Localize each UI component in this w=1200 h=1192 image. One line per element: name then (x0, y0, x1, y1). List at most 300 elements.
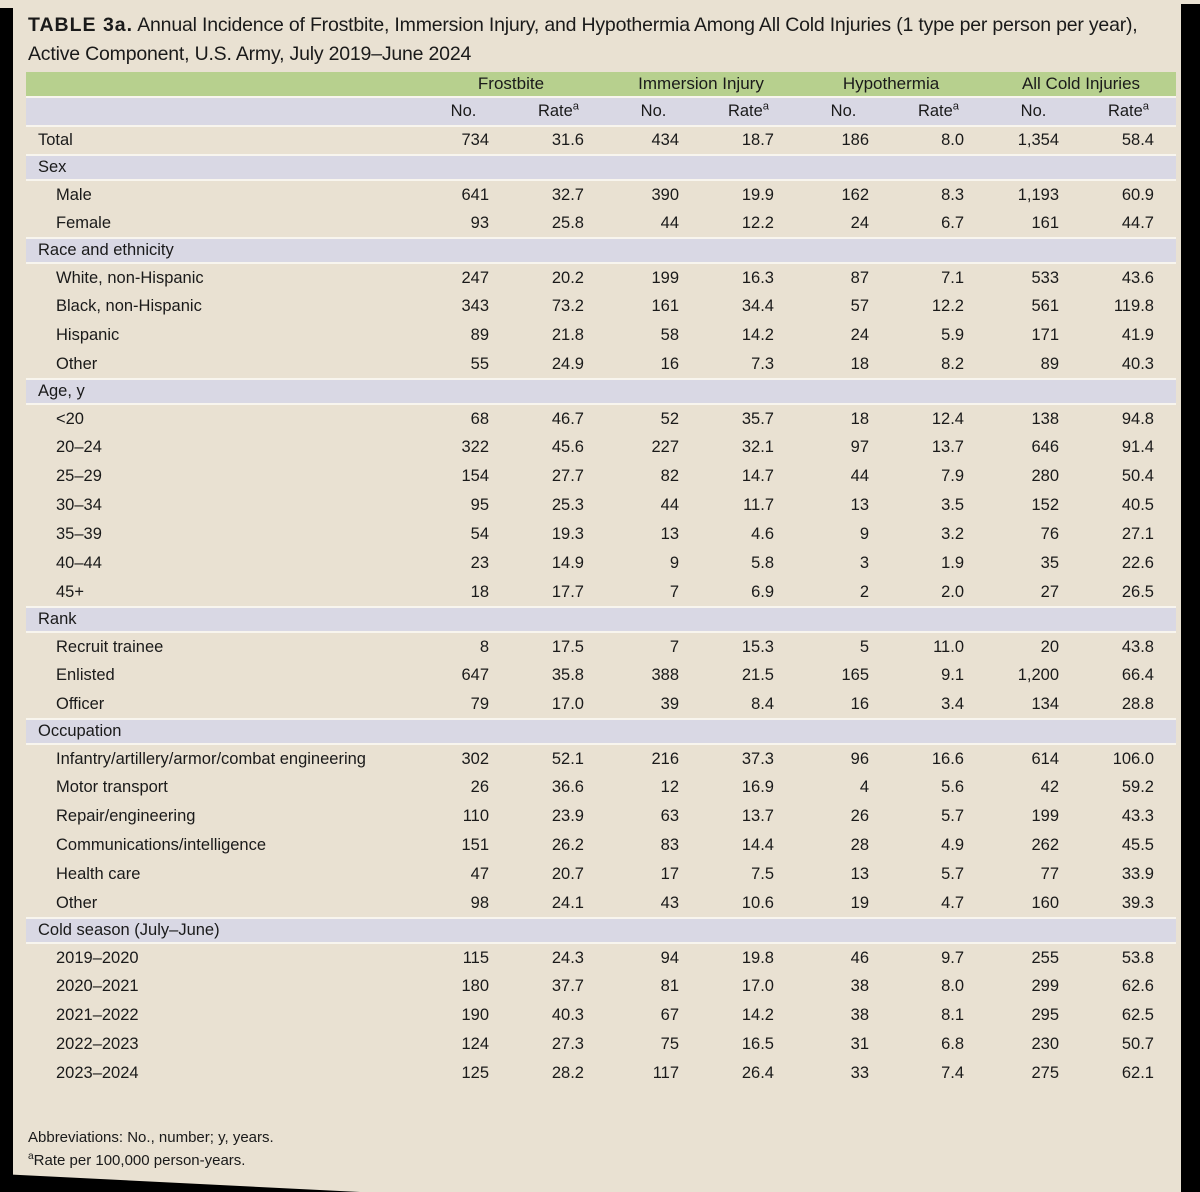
data-row (26, 690, 1176, 719)
cell-value: 3 (859, 554, 869, 572)
col-header-no: No. (796, 97, 891, 126)
cell-value: 91.4 (1121, 438, 1154, 456)
cell-value: 19 (850, 893, 869, 912)
cell-value: 17 (660, 865, 679, 883)
section-row (26, 719, 1176, 744)
cell-value: 26.2 (551, 836, 584, 854)
data-row (26, 292, 1176, 321)
sub-header-row (26, 97, 1176, 126)
col-header-rate: Rate$^a$ (1081, 97, 1176, 126)
cell-value: 14.2 (741, 1006, 774, 1024)
cell-value: 26.4 (741, 1064, 774, 1082)
abbreviations-note: Abbreviations: No., number; y, years. (28, 1129, 274, 1146)
cell-value: 17.7 (551, 582, 584, 601)
rate-footnote-marker: a (952, 100, 960, 113)
cell-value: 3.2 (941, 525, 964, 543)
cell-value: 50.7 (1121, 1035, 1154, 1053)
data-row (26, 180, 1176, 209)
cell-value: 255 (1031, 948, 1059, 967)
row-label: 40–44 (56, 554, 102, 572)
cell-value: 115 (462, 948, 489, 967)
col-header-rate: Rate$^a$ (891, 97, 986, 126)
cell-value: 43.8 (1121, 637, 1154, 656)
cell-value: 18 (470, 582, 489, 601)
cell-value: 13 (660, 525, 679, 543)
section-row (26, 238, 1176, 263)
row-label: 2019–2020 (56, 948, 139, 967)
cell-value: 8.0 (941, 977, 964, 995)
cell-value: 1,354 (1017, 131, 1059, 149)
cell-value: 8.2 (941, 354, 964, 373)
section-row (26, 379, 1176, 404)
section-row (26, 607, 1176, 632)
cell-value: 125 (461, 1064, 489, 1082)
row-label: 2023–2024 (56, 1064, 139, 1082)
col-group-hypothermia: Hypothermia (796, 72, 986, 97)
row-label: 35–39 (56, 525, 102, 543)
cell-value: 32.1 (741, 438, 774, 456)
cell-value: 388 (651, 666, 679, 684)
cell-value: 24.9 (551, 354, 584, 373)
cell-value: 44 (660, 496, 679, 514)
data-row (26, 831, 1176, 860)
col-header-rate: Rate$^a$ (511, 97, 606, 126)
cell-value: 9.7 (941, 948, 964, 967)
cell-value: 11.7 (743, 496, 774, 514)
cell-value: 63 (660, 807, 679, 825)
incidence-table (26, 72, 1176, 1088)
data-row (26, 126, 1176, 155)
cell-value: 1,200 (1017, 666, 1059, 684)
cell-value: 280 (1031, 467, 1059, 485)
footnotes (28, 1126, 274, 1172)
cell-value: 302 (461, 749, 489, 768)
cell-value: 7.3 (751, 354, 774, 373)
cell-value: 119.8 (1113, 297, 1154, 315)
cell-value: 33.9 (1121, 865, 1154, 883)
cell-value: 14.4 (741, 836, 774, 854)
data-row (26, 860, 1176, 889)
cell-value: 2.0 (941, 582, 964, 601)
cell-value: 7.5 (751, 865, 774, 883)
cell-value: 18.7 (741, 131, 774, 149)
col-group-frostbite: Frostbite (416, 72, 606, 97)
data-row (26, 802, 1176, 831)
table-title-line2 (28, 40, 1178, 69)
cell-value: 40.3 (1121, 354, 1154, 373)
cell-value: 21.5 (741, 666, 774, 684)
cell-value: 36.6 (551, 778, 584, 796)
cell-value: 7.4 (941, 1064, 964, 1082)
cell-value: 7.1 (941, 268, 964, 287)
data-row (26, 462, 1176, 491)
section-label: Race and ethnicity (26, 238, 1176, 263)
cell-value: 66.4 (1121, 666, 1154, 684)
cell-value: 24 (850, 326, 869, 344)
table-body (26, 126, 1176, 1088)
cell-value: 5.8 (751, 554, 774, 572)
cell-value: 31 (850, 1035, 869, 1053)
cell-value: 50.4 (1121, 467, 1154, 485)
cell-value: 40.3 (551, 1006, 584, 1024)
cell-value: 16.5 (741, 1035, 774, 1053)
cell-value: 10.6 (741, 893, 774, 912)
cell-value: 7 (669, 582, 679, 601)
data-row (26, 549, 1176, 578)
cell-value: 12.2 (741, 213, 774, 232)
scan-edge-right (1181, 4, 1200, 1192)
cell-value: 42 (1040, 778, 1059, 796)
cell-value: 28.2 (551, 1064, 584, 1082)
cell-value: 81 (660, 977, 679, 995)
cell-value: 82 (660, 467, 679, 485)
cell-value: 62.1 (1121, 1064, 1154, 1082)
cell-value: 6.9 (751, 582, 774, 601)
cell-value: 68 (470, 409, 489, 428)
section-label: Rank (26, 607, 1176, 632)
cell-value: 9.1 (941, 666, 964, 684)
table-title-text1: Annual Incidence of Frostbite, Immersion Injury, and Hypothermia Among All Cold Injuries (1 type per person per year), (137, 14, 1138, 36)
cell-value: 3.4 (941, 694, 964, 713)
cell-value: 77 (1040, 865, 1059, 883)
row-label: 25–29 (56, 467, 102, 485)
cell-value: 162 (841, 185, 869, 204)
row-label: Hispanic (56, 326, 120, 344)
cell-value: 533 (1031, 268, 1059, 287)
row-label: Motor transport (56, 778, 168, 796)
cell-value: 14.2 (741, 326, 774, 344)
cell-value: 38 (850, 977, 869, 995)
cell-value: 18 (850, 354, 869, 373)
row-label: Infantry/artillery/armor/combat engineering (56, 749, 366, 768)
row-label: Male (56, 185, 92, 204)
data-row (26, 889, 1176, 918)
cell-value: 322 (461, 438, 489, 456)
cell-value: 20.7 (551, 865, 584, 883)
row-label: Communications/intelligence (56, 836, 267, 854)
cell-value: 55 (470, 354, 489, 373)
cell-value: 94 (660, 948, 679, 967)
section-row (26, 155, 1176, 180)
data-row (26, 1001, 1176, 1030)
data-row (26, 972, 1176, 1001)
cell-value: 43.3 (1121, 807, 1154, 825)
cell-value: 138 (1031, 409, 1059, 428)
cell-value: 12.2 (931, 297, 964, 315)
cell-value: 45.5 (1121, 836, 1154, 854)
data-row (26, 1030, 1176, 1059)
row-label: Other (56, 354, 98, 373)
cell-value: 28 (850, 836, 869, 854)
cell-value: 26 (470, 778, 489, 796)
cell-value: 93 (470, 213, 489, 232)
row-label: Repair/engineering (56, 807, 196, 825)
cell-value: 12.4 (931, 409, 964, 428)
cell-value: 24.3 (551, 948, 584, 967)
data-row (26, 520, 1176, 549)
cell-value: 22.6 (1121, 554, 1154, 572)
scan-edge-left (0, 8, 13, 1192)
cell-value: 21.8 (551, 326, 584, 344)
data-row (26, 321, 1176, 350)
cell-value: 44 (660, 213, 679, 232)
row-label: Enlisted (56, 666, 115, 684)
cell-value: 5.7 (941, 865, 964, 883)
cell-value: 23 (470, 554, 489, 572)
data-row (26, 209, 1176, 238)
cell-value: 27.3 (551, 1035, 584, 1053)
cell-value: 160 (1031, 893, 1059, 912)
cell-value: 89 (1040, 354, 1059, 373)
cell-value: 14.7 (741, 467, 774, 485)
section-label: Cold season (July–June) (26, 918, 1176, 943)
table-title-text2: Active Component, U.S. Army, July 2019–June 2024 (28, 43, 472, 65)
row-label: 45+ (56, 582, 84, 601)
cell-value: 19.9 (741, 185, 774, 204)
cell-value: 58 (660, 326, 679, 344)
cell-value: 40.5 (1121, 496, 1154, 514)
cell-value: 16 (850, 694, 869, 713)
cell-value: 33 (850, 1064, 869, 1082)
cell-value: 62.6 (1121, 977, 1154, 995)
cell-value: 94.8 (1121, 409, 1154, 428)
rate-footnote-marker: a (1142, 100, 1150, 113)
cell-value: 47 (470, 865, 489, 883)
cell-value: 8 (479, 637, 489, 656)
cell-value: 199 (1031, 807, 1059, 825)
cell-value: 614 (1031, 749, 1059, 768)
cell-value: 58.4 (1121, 131, 1154, 149)
cell-value: 38 (850, 1006, 869, 1024)
cell-value: 230 (1031, 1035, 1059, 1053)
cell-value: 154 (461, 467, 489, 485)
cell-value: 39.3 (1121, 893, 1154, 912)
cell-value: 44.7 (1121, 213, 1154, 232)
cell-value: 5.7 (941, 807, 964, 825)
cell-value: 27.1 (1121, 525, 1154, 543)
cell-value: 117 (652, 1064, 679, 1082)
col-group-all-cold-injuries: All Cold Injuries (986, 72, 1176, 97)
row-label: Total (38, 131, 73, 149)
cell-value: 17.0 (741, 977, 774, 995)
row-label: Black, non-Hispanic (56, 297, 202, 315)
cell-value: 34.4 (741, 297, 774, 315)
data-row (26, 404, 1176, 433)
cell-value: 134 (1031, 694, 1059, 713)
cell-value: 16.6 (931, 749, 964, 768)
cell-value: 18 (850, 409, 869, 428)
cell-value: 75 (660, 1035, 679, 1053)
row-label: 2021–2022 (56, 1006, 139, 1024)
data-row (26, 744, 1176, 773)
cell-value: 39 (660, 694, 679, 713)
cell-value: 52 (660, 409, 679, 428)
data-row (26, 773, 1176, 802)
cell-value: 62.5 (1121, 1006, 1154, 1024)
cell-value: 35.8 (551, 666, 584, 684)
cell-value: 13.7 (931, 438, 964, 456)
cell-value: 23.9 (551, 807, 584, 825)
cell-value: 161 (651, 297, 679, 315)
cell-value: 647 (461, 666, 489, 684)
cell-value: 76 (1040, 525, 1059, 543)
cell-value: 1,193 (1017, 185, 1059, 204)
cell-value: 151 (461, 836, 489, 854)
cell-value: 26.5 (1121, 582, 1154, 601)
cell-value: 2 (859, 582, 869, 601)
col-group-immersion-injury: Immersion Injury (606, 72, 796, 97)
col-header-no: No. (986, 97, 1081, 126)
cell-value: 16 (660, 354, 679, 373)
col-header-rate: Rate$^a$ (701, 97, 796, 126)
data-row (26, 491, 1176, 520)
cell-value: 5.6 (941, 778, 964, 796)
cell-value: 25.8 (551, 213, 584, 232)
cell-value: 37.3 (741, 749, 774, 768)
cell-value: 59.2 (1121, 778, 1154, 796)
cell-value: 46 (850, 948, 869, 967)
cell-value: 25.3 (551, 496, 584, 514)
cell-value: 190 (461, 1006, 489, 1024)
cell-value: 13 (850, 865, 869, 883)
cell-value: 299 (1031, 977, 1059, 995)
cell-value: 6.8 (941, 1035, 964, 1053)
cell-value: 19.8 (741, 948, 774, 967)
table-title-line1 (28, 11, 1178, 40)
cell-value: 28.8 (1121, 694, 1154, 713)
cell-value: 96 (850, 749, 869, 768)
cell-value: 106.0 (1112, 749, 1154, 768)
row-label: Other (56, 893, 98, 912)
cell-value: 79 (470, 694, 489, 713)
cell-value: 7.9 (941, 467, 964, 485)
cell-value: 227 (651, 438, 679, 456)
data-row (26, 578, 1176, 607)
cell-value: 41.9 (1121, 326, 1154, 344)
cell-value: 46.7 (551, 409, 584, 428)
cell-value: 247 (461, 268, 489, 287)
cell-value: 641 (461, 185, 489, 204)
cell-value: 390 (651, 185, 679, 204)
cell-value: 24.1 (551, 893, 584, 912)
cell-value: 9 (859, 525, 869, 543)
data-row (26, 943, 1176, 972)
section-label: Age, y (26, 379, 1176, 404)
rate-footnote-marker: a (572, 100, 580, 113)
group-header-spacer (26, 72, 416, 97)
rate-note: $^a$Rate per 100,000 person-years. (28, 1151, 246, 1169)
table-number-label: TABLE 3a. (28, 14, 134, 36)
cell-value: 12 (660, 778, 679, 796)
cell-value: 4.9 (941, 836, 964, 854)
section-label: Occupation (26, 719, 1176, 744)
cell-value: 60.9 (1121, 185, 1154, 204)
cell-value: 4.7 (941, 893, 964, 912)
cell-value: 110 (462, 807, 489, 825)
data-row (26, 632, 1176, 661)
cell-value: 95 (470, 496, 489, 514)
row-label: 20–24 (56, 438, 102, 456)
cell-value: 13.7 (741, 807, 774, 825)
cell-value: 7 (669, 637, 679, 656)
cell-value: 4.6 (751, 525, 774, 543)
cell-value: 8.0 (941, 131, 964, 149)
sub-header-spacer (26, 97, 416, 126)
cell-value: 98 (470, 893, 489, 912)
cell-value: 216 (651, 749, 679, 768)
cell-value: 152 (1031, 496, 1059, 514)
cell-value: 165 (841, 666, 869, 684)
data-row (26, 1059, 1176, 1088)
row-label: Female (56, 213, 112, 232)
col-header-no: No. (606, 97, 701, 126)
cell-value: 19.3 (551, 525, 584, 543)
data-row (26, 661, 1176, 690)
section-label: Sex (26, 155, 1176, 180)
cell-value: 35.7 (741, 409, 774, 428)
cell-value: 124 (461, 1035, 489, 1053)
cell-value: 180 (461, 977, 489, 995)
cell-value: 17.5 (551, 637, 584, 656)
cell-value: 343 (461, 297, 489, 315)
cell-value: 89 (470, 326, 489, 344)
cell-value: 35 (1040, 554, 1059, 572)
cell-value: 17.0 (551, 694, 584, 713)
rate-footnote-marker: a (762, 100, 770, 113)
cell-value: 73.2 (551, 297, 584, 315)
row-label: 2022–2023 (56, 1035, 139, 1053)
cell-value: 27.7 (551, 467, 584, 485)
cell-value: 186 (841, 131, 869, 149)
cell-value: 8.1 (941, 1006, 964, 1024)
cell-value: 262 (1031, 836, 1059, 854)
cell-value: 561 (1031, 297, 1059, 315)
cell-value: 1.9 (941, 554, 964, 572)
cell-value: 734 (461, 131, 489, 149)
cell-value: 45.6 (551, 438, 584, 456)
cell-value: 87 (850, 268, 869, 287)
cell-value: 15.3 (741, 637, 774, 656)
table-title (28, 11, 1178, 69)
data-row (26, 350, 1176, 379)
cell-value: 8.4 (751, 694, 774, 713)
cell-value: 26 (850, 807, 869, 825)
cell-value: 97 (850, 438, 869, 456)
cell-value: 275 (1031, 1064, 1059, 1082)
row-label: White, non-Hispanic (56, 268, 204, 287)
cell-value: 57 (850, 297, 869, 315)
cell-value: 53.8 (1121, 948, 1154, 967)
cell-value: 52.1 (551, 749, 584, 768)
cell-value: 16.9 (741, 778, 774, 796)
cell-value: 20.2 (551, 268, 584, 287)
cell-value: 5 (859, 637, 869, 656)
cell-value: 199 (651, 268, 679, 287)
cell-value: 5.9 (941, 326, 964, 344)
cell-value: 646 (1031, 438, 1059, 456)
cell-value: 67 (660, 1006, 679, 1024)
cell-value: 16.3 (741, 268, 774, 287)
cell-value: 43.6 (1121, 268, 1154, 287)
cell-value: 20 (1040, 637, 1059, 656)
cell-value: 434 (651, 131, 679, 149)
cell-value: 295 (1031, 1006, 1059, 1024)
data-row (26, 433, 1176, 462)
cell-value: 9 (669, 554, 679, 572)
row-label: Recruit trainee (56, 637, 164, 656)
cell-value: 83 (660, 836, 679, 854)
scan-edge-bottom-left (0, 1174, 360, 1192)
